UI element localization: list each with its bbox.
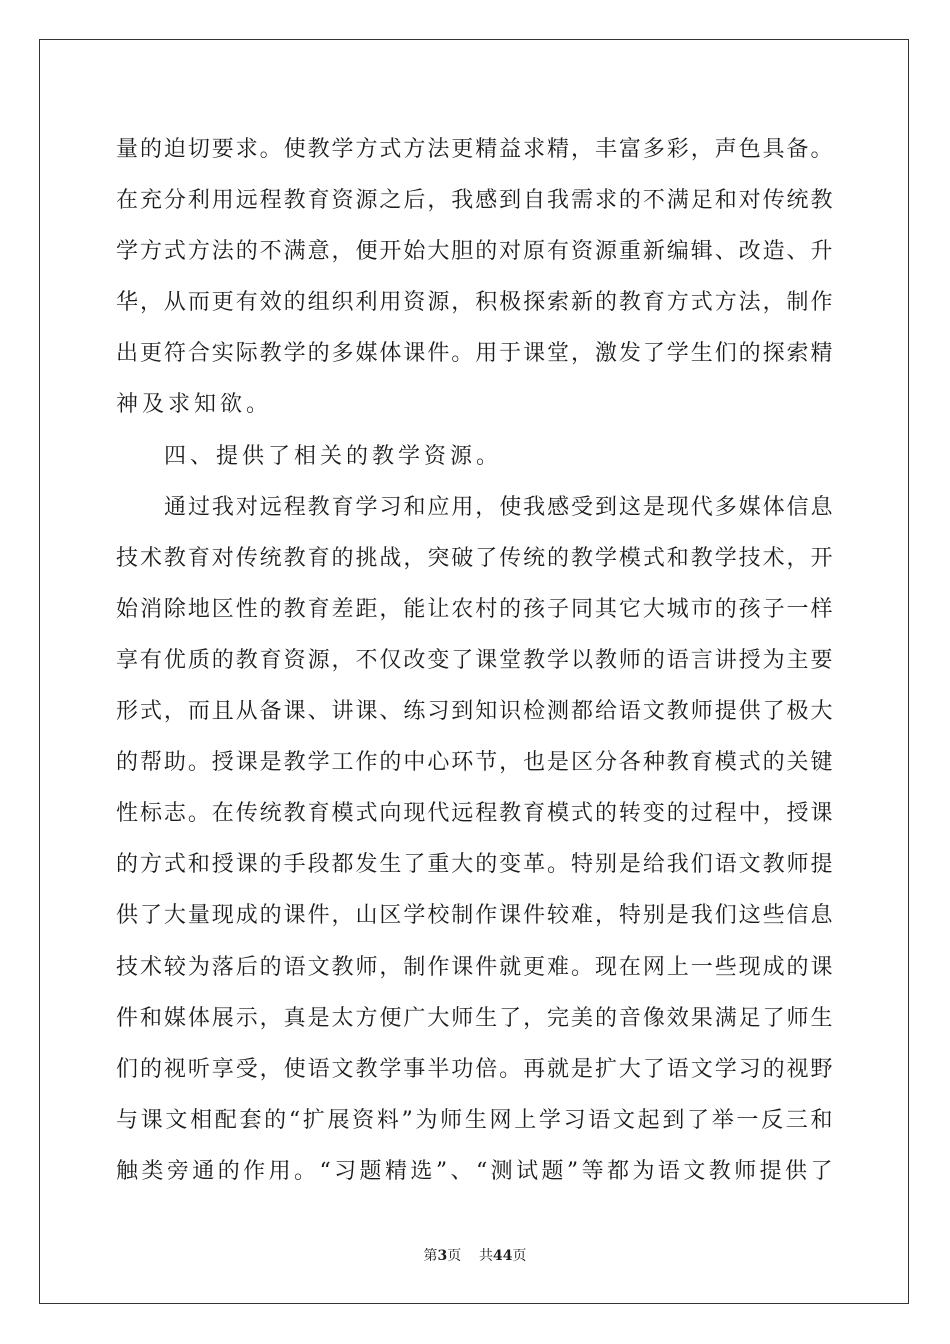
text-line: 通过我对远程教育学习和应用，使我感受到这是现代多媒体信息 [164,494,833,520]
text-line: 件和媒体展示，真是太方便广大师生了，完美的音像效果满足了师生 [116,1005,833,1031]
text-line: 始消除地区性的教育差距，能让农村的孩子同其它大城市的孩子一样 [116,596,833,622]
page-number: 3 [437,1248,448,1264]
page-suffix: 页 [447,1248,462,1264]
page-prefix: 第 [423,1248,438,1264]
text-line: 供了大量现成的课件，山区学校制作课件较难，特别是我们这些信息 [116,903,833,929]
text-line: 与课文相配套的“扩展资料”为师生网上学习语文起到了举一反三和 [116,1107,833,1133]
text-line: 形式，而且从备课、讲课、练习到知识检测都给语文教师提供了极大 [116,699,833,725]
text-line: 们的视听享受，使语文教学事半功倍。再就是扩大了语文学习的视野 [116,1056,833,1082]
text-line: 学方式方法的不满意，便开始大胆的对原有资源重新编辑、改造、升 [116,239,833,265]
text-line: 的帮助。授课是教学工作的中心环节，也是区分各种教育模式的关键 [116,750,833,776]
text-line: 触类旁通的作用。“习题精选”、“测试题”等都为语文教师提供了 [116,1158,833,1184]
text-line: 享有优质的教育资源，不仅改变了课堂教学以教师的语言讲授为主要 [116,647,833,673]
text-line: 技术教育对传统教育的挑战，突破了传统的教学模式和教学技术，开 [116,545,833,571]
total-pages: 44 [493,1248,513,1264]
text-line: 在充分利用远程教育资源之后，我感到自我需求的不满足和对传统教 [116,188,833,214]
section-heading: 四、提供了相关的教学资源。 [164,443,503,469]
text-line: 量的迫切要求。使教学方式方法更精益求精，丰富多彩，声色具备。 [116,137,833,162]
page-footer [0,1245,950,1265]
total-suffix: 页 [512,1248,527,1264]
text-line: 技术较为落后的语文教师，制作课件就更难。现在网上一些现成的课 [116,954,833,980]
text-line: 出更符合实际教学的多媒体课件。用于课堂，激发了学生们的探索精 [116,341,833,367]
document-body [116,124,833,1197]
total-prefix: 共 [479,1248,494,1264]
text-line: 神及求知欲。 [116,392,273,418]
text-line: 华，从而更有效的组织利用资源，积极探索新的教育方式方法，制作 [116,290,833,316]
text-line: 的方式和授课的手段都发生了重大的变革。特别是给我们语文教师提 [116,852,833,878]
text-line: 性标志。在传统教育模式向现代远程教育模式的转变的过程中，授课 [116,801,833,827]
